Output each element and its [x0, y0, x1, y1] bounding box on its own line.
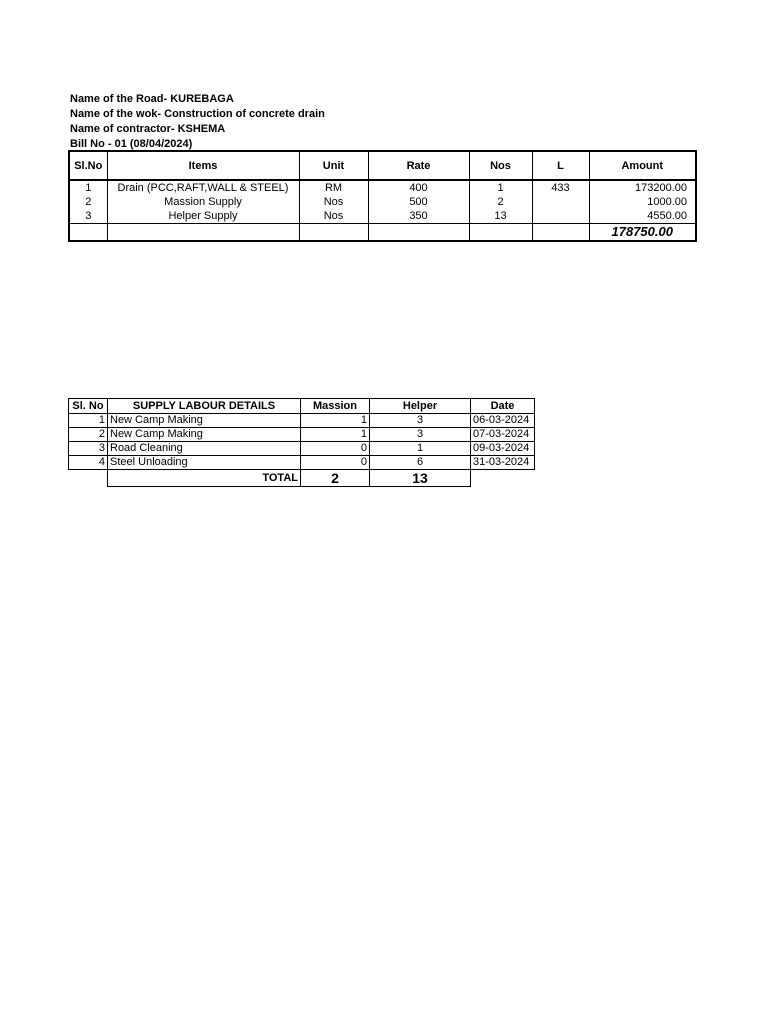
table-row [69, 414, 535, 428]
table-row [69, 180, 696, 195]
cell-unit: Nos [299, 209, 368, 224]
empty-cell [532, 224, 589, 242]
cell-amount: 1000.00 [589, 195, 696, 209]
cell-unit: RM [299, 180, 368, 195]
cell-rate: 400 [368, 180, 469, 195]
bill-number: Bill No - 01 (08/04/2024) [70, 138, 193, 150]
col-header-details: SUPPLY LABOUR DETAILS [108, 399, 301, 414]
col-header-amount: Amount [589, 151, 696, 180]
cell-detail: New Camp Making [108, 414, 301, 428]
cell-slno: 2 [69, 195, 107, 209]
col-header-l: L [532, 151, 589, 180]
cell-l [532, 195, 589, 209]
empty-cell [107, 224, 299, 242]
total-massion: 2 [301, 470, 370, 487]
cell-l [532, 209, 589, 224]
cell-helper: 6 [370, 456, 471, 470]
labour-total-row [69, 470, 535, 487]
cell-massion: 0 [301, 456, 370, 470]
total-helper: 13 [370, 470, 471, 487]
cell-helper: 1 [370, 442, 471, 456]
empty-cell [469, 224, 532, 242]
cell-massion: 1 [301, 414, 370, 428]
cell-unit: Nos [299, 195, 368, 209]
cell-nos: 1 [469, 180, 532, 195]
table-row [69, 442, 535, 456]
bill-table [68, 150, 697, 242]
cell-massion: 0 [301, 442, 370, 456]
cell-nos: 13 [469, 209, 532, 224]
cell-date: 09-03-2024 [471, 442, 535, 456]
cell-helper: 3 [370, 414, 471, 428]
bill-header [70, 92, 325, 152]
empty-cell [299, 224, 368, 242]
cell-date: 07-03-2024 [471, 428, 535, 442]
cell-date: 06-03-2024 [471, 414, 535, 428]
cell-massion: 1 [301, 428, 370, 442]
cell-slno: 1 [69, 180, 107, 195]
cell-item: Drain (PCC,RAFT,WALL & STEEL) [107, 180, 299, 195]
empty-cell [69, 470, 108, 487]
cell-slno: 2 [69, 428, 108, 442]
grand-total: 178750.00 [589, 224, 696, 242]
cell-slno: 3 [69, 442, 108, 456]
cell-slno: 3 [69, 209, 107, 224]
contractor-name: Name of contractor- KSHEMA [70, 123, 226, 135]
col-header-items: Items [107, 151, 299, 180]
cell-detail: Road Cleaning [108, 442, 301, 456]
cell-rate: 500 [368, 195, 469, 209]
col-header-slno: Sl.No [69, 151, 107, 180]
table-row [69, 195, 696, 209]
cell-slno: 4 [69, 456, 108, 470]
cell-detail: Steel Unloading [108, 456, 301, 470]
cell-item: Massion Supply [107, 195, 299, 209]
table-row [69, 209, 696, 224]
empty-cell [69, 224, 107, 242]
cell-helper: 3 [370, 428, 471, 442]
col-header-helper: Helper [370, 399, 471, 414]
col-header-unit: Unit [299, 151, 368, 180]
empty-cell [368, 224, 469, 242]
cell-l: 433 [532, 180, 589, 195]
table-row [69, 428, 535, 442]
labour-table-header [69, 399, 535, 414]
cell-date: 31-03-2024 [471, 456, 535, 470]
empty-cell [471, 470, 535, 487]
bill-total-row [69, 224, 696, 242]
work-name: Name of the wok- Construction of concrete drain [70, 108, 325, 120]
labour-table [68, 398, 535, 487]
cell-amount: 173200.00 [589, 180, 696, 195]
cell-nos: 2 [469, 195, 532, 209]
col-header-date: Date [471, 399, 535, 414]
cell-amount: 4550.00 [589, 209, 696, 224]
table-row [69, 456, 535, 470]
cell-rate: 350 [368, 209, 469, 224]
road-name: Name of the Road- KUREBAGA [70, 93, 234, 105]
col-header-massion: Massion [301, 399, 370, 414]
cell-slno: 1 [69, 414, 108, 428]
total-label: TOTAL [108, 470, 301, 487]
cell-item: Helper Supply [107, 209, 299, 224]
col-header-slno: Sl. No [69, 399, 108, 414]
col-header-rate: Rate [368, 151, 469, 180]
bill-table-header [69, 151, 696, 180]
col-header-nos: Nos [469, 151, 532, 180]
cell-detail: New Camp Making [108, 428, 301, 442]
